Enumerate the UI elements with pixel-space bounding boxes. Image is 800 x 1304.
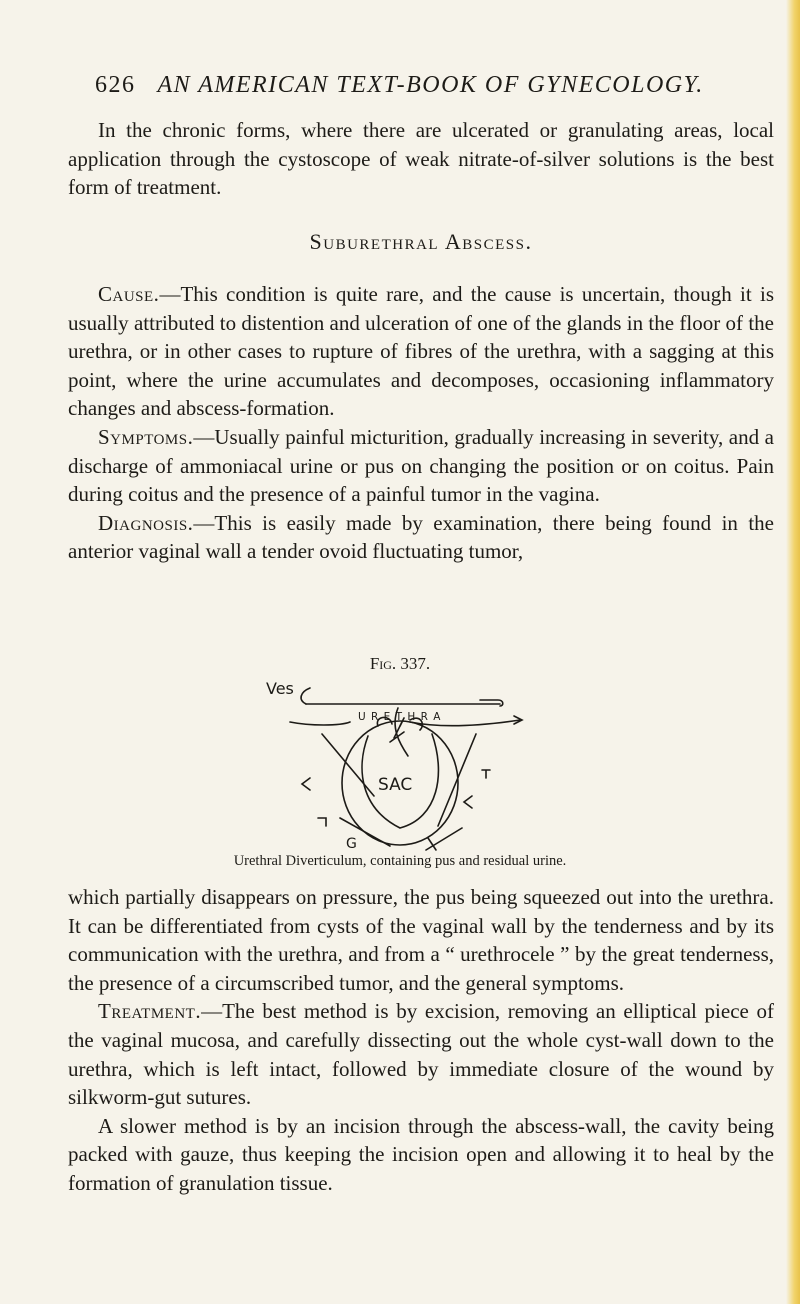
paragraph-cause: [68, 280, 774, 423]
page-number: 626: [95, 72, 136, 98]
running-title: AN AMERICAN TEXT-BOOK OF GYNECOLOGY.: [157, 72, 704, 98]
paragraph-slower-method: A slower method is by an incision through the abscess-wall, the cavity being packed with gauze, thus keeping the incision open and allowing it to heal by the formation of granulation tissue.: [68, 1113, 774, 1195]
text-block-bottom: [68, 883, 774, 1198]
bladder-neck-line: [301, 688, 310, 704]
symptoms-text: —Usually painful micturition, gradually increasing in severity, and a discharge of ammoniacal urine or pus on changing the position or on coitus. Pain during coitus and the presence of a painful tumor in the vagina.: [68, 424, 774, 507]
text-block-middle: [68, 280, 774, 566]
label-urethra: U R E T H R A: [358, 711, 442, 723]
paragraph-diagnosis: [68, 509, 774, 566]
figure-label: Fig. 337.: [369, 654, 431, 673]
page-edge: [786, 0, 800, 1304]
section-heading-wrap: [68, 228, 774, 257]
paragraph-continue: which partially disappears on pressure, the pus being squeezed out into the urethra. It can be differentiated from cysts of the vaginal wall by the tenderness and by its communication with the urethra, and from a “ urethrocele ” by the great tenderness, the presence of a circumscribed tumor, and the general symptoms.: [68, 885, 774, 995]
section-heading: Suburethral Abscess.: [309, 229, 533, 254]
running-header: [95, 72, 735, 99]
left-arrow-mark: [302, 778, 310, 790]
text-block-top: [68, 116, 774, 202]
figure-caption: Urethral Diverticulum, containing pus and residual urine.: [233, 853, 567, 869]
label-g: G: [346, 836, 357, 852]
paragraph-treatment: [68, 997, 774, 1111]
treatment-lead: Treatment.: [98, 999, 202, 1024]
urethral-diverticulum-figure: [250, 678, 550, 853]
symptoms-lead: Symptoms.: [98, 424, 194, 449]
cause-text: —This condition is quite rare, and the cause is uncertain, though it is usually attributed to distention and ulceration of one of the glands in the floor of the urethra, or in other cases to rupture of fibres of the urethra, with a sagging at this point, where the urine accumulates and decomposes, occasioning inflammatory changes and abscess-formation.: [68, 282, 774, 421]
diagnosis-text: —This is easily made by examination, there being found in the anterior vaginal wall a tender ovoid fluctuating tumor,: [68, 510, 774, 564]
paragraph-symptoms: [68, 423, 774, 509]
treatment-text: —The best method is by excision, removing an elliptical piece of the vaginal mucosa, and carefully dissecting out the whole cyst-wall down to the urethra, which is left intact, followed by immediate closure of the wound by silkworm-gut sutures.: [68, 999, 774, 1110]
paragraph-intro: In the chronic forms, where there are ulcerated or granulating areas, local application through the cystoscope of weak nitrate-of-silver solutions is the best form of treatment.: [68, 118, 774, 200]
label-sac: SAC: [378, 775, 413, 795]
diagnosis-lead: Diagnosis.: [98, 510, 194, 535]
cause-lead: Cause.: [98, 282, 160, 306]
label-ves: Ves: [266, 679, 294, 698]
